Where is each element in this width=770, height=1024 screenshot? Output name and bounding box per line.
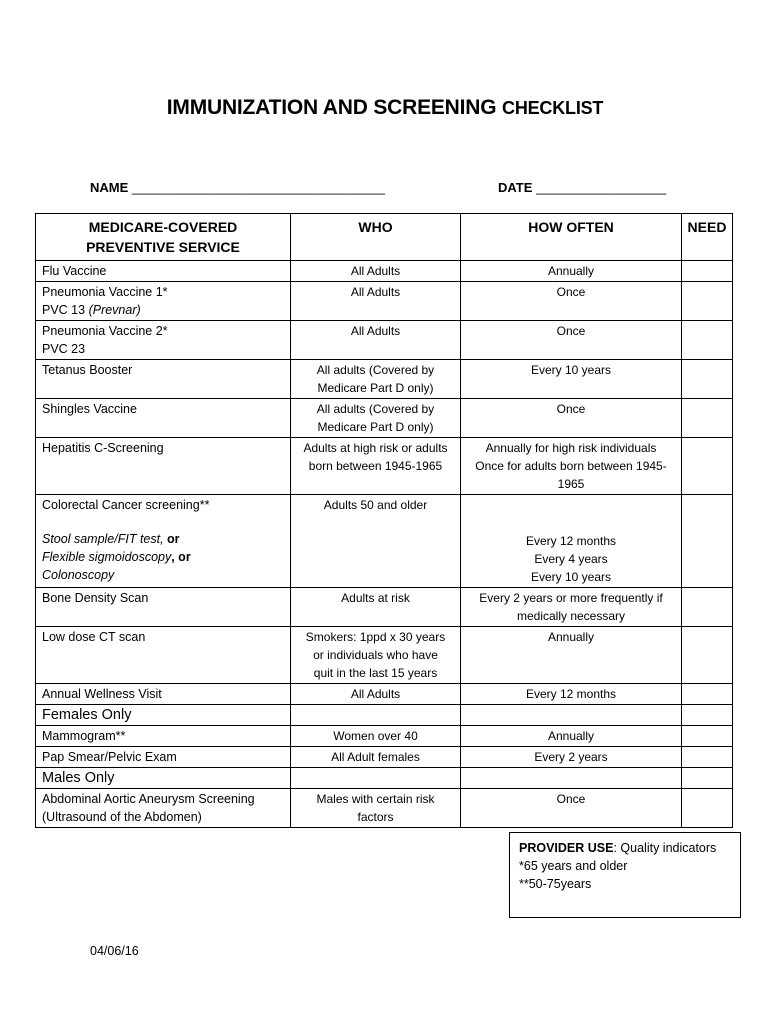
who-cell: [291, 399, 461, 438]
service-cell: Mammogram**: [36, 726, 291, 747]
how-often-cell: [461, 438, 682, 495]
who-line: Smokers: 1ppd x 30 years: [305, 630, 446, 644]
how-often-cell: [461, 495, 682, 588]
table-row: [36, 588, 733, 627]
table-row: [36, 495, 733, 588]
service-cell: Hepatitis C-Screening: [36, 438, 291, 495]
who-line: Males with certain risk: [316, 792, 435, 806]
how-often-cell: Every 2 years: [461, 747, 682, 768]
table-row: [36, 747, 733, 768]
need-cell[interactable]: [682, 360, 733, 399]
how-often-cell: Once: [461, 789, 682, 828]
service-cell: Tetanus Booster: [36, 360, 291, 399]
column-header-service: [36, 214, 291, 261]
spacer: [42, 514, 284, 530]
need-cell[interactable]: [682, 399, 733, 438]
need-cell[interactable]: [682, 261, 733, 282]
option-text: Colonoscopy: [42, 568, 115, 582]
need-cell[interactable]: [682, 768, 733, 789]
provider-label: PROVIDER USE: [519, 841, 614, 855]
who-line: quit in the last 15 years: [313, 666, 438, 680]
who-line: factors: [357, 810, 394, 824]
service-text: PVC 13: [42, 303, 89, 317]
empty-cell: [291, 705, 461, 726]
how-often-cell: Annually: [461, 261, 682, 282]
need-cell[interactable]: [682, 747, 733, 768]
service-option: [42, 530, 284, 548]
section-row: [36, 768, 733, 789]
footer-date: 04/06/16: [90, 944, 139, 958]
who-cell: Adults at risk: [291, 588, 461, 627]
how-often-cell: Every 10 years: [461, 360, 682, 399]
need-cell[interactable]: [682, 789, 733, 828]
who-line: Adults at high risk or adults: [303, 441, 448, 455]
table-row: [36, 282, 733, 321]
title-main: IMMUNIZATION AND SCREENING: [166, 96, 497, 119]
section-row: [36, 705, 733, 726]
who-cell: All Adults: [291, 282, 461, 321]
who-cell: All Adults: [291, 684, 461, 705]
how-often-cell: [461, 588, 682, 627]
service-line: PVC 23: [42, 342, 86, 356]
who-cell: [291, 627, 461, 684]
how-often-cell: Annually: [461, 627, 682, 684]
who-line: Medicare Part D only): [317, 381, 434, 395]
provider-line: **50-75years: [519, 877, 592, 891]
date-field[interactable]: [498, 180, 666, 195]
who-cell: All Adult females: [291, 747, 461, 768]
service-cell: Flu Vaccine: [36, 261, 291, 282]
need-cell[interactable]: [682, 684, 733, 705]
who-cell: Adults 50 and older: [291, 495, 461, 588]
table-row: [36, 684, 733, 705]
table-row: [36, 360, 733, 399]
service-line: Colorectal Cancer screening**: [42, 498, 210, 512]
service-cell: Pap Smear/Pelvic Exam: [36, 747, 291, 768]
how-often-cell: Once: [461, 399, 682, 438]
need-cell[interactable]: [682, 627, 733, 684]
who-cell: All Adults: [291, 321, 461, 360]
section-heading-females: Females Only: [36, 705, 291, 726]
service-brand: (Prevnar): [88, 303, 141, 317]
provider-line: *65 years and older: [519, 859, 628, 873]
date-label: DATE: [498, 180, 533, 195]
need-cell[interactable]: [682, 438, 733, 495]
service-line: Pneumonia Vaccine 2*: [42, 324, 168, 338]
option-or: or: [163, 532, 180, 546]
table-header-row: [36, 214, 733, 261]
table-row: [36, 726, 733, 747]
column-header-need: NEED: [682, 214, 733, 261]
name-field[interactable]: [90, 180, 385, 195]
service-cell: [36, 282, 291, 321]
who-line: All adults (Covered by: [316, 363, 435, 377]
service-cell: Low dose CT scan: [36, 627, 291, 684]
who-cell: Women over 40: [291, 726, 461, 747]
service-cell: Bone Density Scan: [36, 588, 291, 627]
who-line: Medicare Part D only): [317, 420, 434, 434]
table-row: [36, 321, 733, 360]
column-header-who: WHO: [291, 214, 461, 261]
how-often-line: Every 2 years or more frequently if: [479, 591, 663, 605]
service-line: (Ultrasound of the Abdomen): [42, 810, 202, 824]
who-line: born between 1945-1965: [308, 459, 443, 473]
need-cell[interactable]: [682, 588, 733, 627]
empty-cell: [461, 768, 682, 789]
name-line[interactable]: ___________________________________: [131, 180, 385, 195]
service-line: Abdominal Aortic Aneurysm Screening: [42, 792, 255, 806]
need-cell[interactable]: [682, 282, 733, 321]
name-label: NAME: [90, 180, 129, 195]
service-cell: [36, 495, 291, 588]
empty-cell: [461, 705, 682, 726]
who-cell: [291, 360, 461, 399]
service-line: [42, 301, 284, 319]
table-row: [36, 261, 733, 282]
service-cell: [36, 789, 291, 828]
option-text: Flexible sigmoidoscopy: [42, 550, 172, 564]
table-row: [36, 789, 733, 828]
section-heading-males: Males Only: [36, 768, 291, 789]
need-cell[interactable]: [682, 495, 733, 588]
provider-label-rest: : Quality indicators: [613, 841, 717, 855]
how-often-line: Once for adults born between 1945-: [475, 459, 667, 473]
need-cell[interactable]: [682, 726, 733, 747]
service-option: [42, 548, 284, 566]
how-often-line: Every 10 years: [530, 570, 612, 584]
how-often-line: Annually for high risk individuals: [485, 441, 657, 455]
table-row: [36, 438, 733, 495]
who-cell: All Adults: [291, 261, 461, 282]
how-often-line: Every 4 years: [534, 552, 608, 566]
service-line: Pneumonia Vaccine 1*: [42, 285, 168, 299]
how-often-line: medically necessary: [516, 609, 626, 623]
how-often-cell: Once: [461, 282, 682, 321]
empty-cell: [291, 768, 461, 789]
service-cell: Shingles Vaccine: [36, 399, 291, 438]
provider-heading: [519, 839, 731, 857]
service-option: [42, 566, 284, 584]
how-often-cell: Annually: [461, 726, 682, 747]
checklist-table: [35, 213, 733, 828]
spacer: [467, 496, 675, 532]
how-often-line: 1965: [557, 477, 585, 491]
provider-use-box: [509, 832, 741, 918]
service-cell: [36, 321, 291, 360]
option-or: , or: [171, 550, 191, 564]
table-row: [36, 627, 733, 684]
option-text: Stool sample/FIT test,: [42, 532, 164, 546]
how-often-cell: Once: [461, 321, 682, 360]
how-often-cell: Every 12 months: [461, 684, 682, 705]
how-often-line: Every 12 months: [525, 534, 617, 548]
page-title: [0, 96, 770, 120]
column-header-service-line2: PREVENTIVE SERVICE: [86, 239, 240, 255]
who-line: or individuals who have: [313, 648, 438, 662]
need-cell[interactable]: [682, 705, 733, 726]
column-header-service-line1: MEDICARE-COVERED: [88, 219, 238, 235]
who-line: All adults (Covered by: [316, 402, 435, 416]
who-cell: [291, 789, 461, 828]
who-cell: [291, 438, 461, 495]
table-row: [36, 399, 733, 438]
title-suffix: CHECKLIST: [502, 98, 604, 118]
column-header-how-often: HOW OFTEN: [461, 214, 682, 261]
service-cell: Annual Wellness Visit: [36, 684, 291, 705]
need-cell[interactable]: [682, 321, 733, 360]
date-line[interactable]: __________________: [536, 180, 667, 195]
